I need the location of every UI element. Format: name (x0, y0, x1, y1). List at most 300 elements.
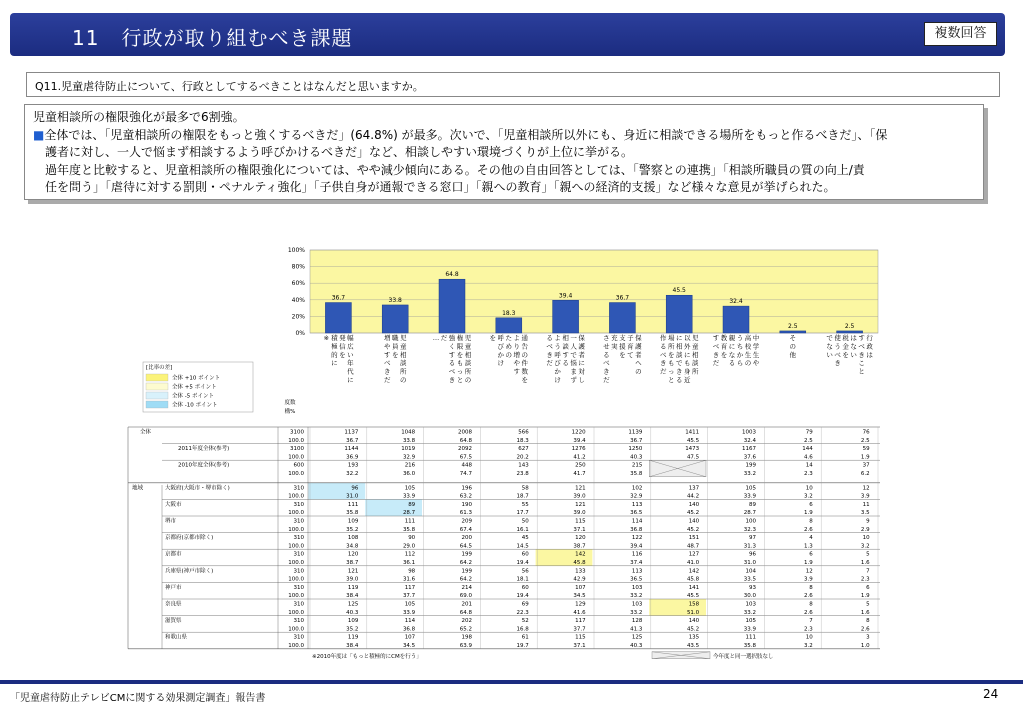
category-label: 職員を (391, 334, 399, 359)
cell-pct: 19.4 (516, 560, 529, 566)
summary-line-1: ■全体では、「児童相談所の権限をもっと強くするべきだ」(64.8%) が最多。次いで、「児童相談所以外にも、身近に相談できる場所をもっと作るべきだ」、「保 (33, 127, 888, 142)
cell-pct: 16.8 (516, 626, 529, 633)
cell-pct: 45.5 (686, 593, 700, 600)
cell-count: 190 (461, 501, 472, 508)
cell-count: 6 (809, 501, 813, 508)
cell-pct: 4.6 (804, 454, 813, 461)
row-pct: 100.0 (288, 626, 304, 633)
cell-count: 129 (575, 601, 586, 608)
cell-count: 98 (408, 568, 416, 575)
cell-count: 1003 (742, 429, 756, 436)
cell-pct: 31.3 (743, 543, 756, 550)
cell-pct: 33.9 (743, 626, 756, 633)
cell-pct: 2.6 (804, 526, 813, 533)
cell-count: 1048 (401, 429, 416, 436)
row-n: 310 (293, 601, 304, 608)
cell-pct: 35.2 (346, 526, 359, 533)
cell-pct: 35.8 (630, 471, 643, 477)
cell-pct: 36.8 (630, 526, 643, 533)
cell-pct: 69.0 (459, 593, 472, 600)
cell-pct: 32.9 (630, 493, 643, 500)
category-label: 教育を (720, 334, 728, 359)
summary-heading: 児童相談所の権限強化が最多で6割強。 (33, 110, 245, 124)
category-label: 税金を (842, 334, 849, 359)
cell-pct: 32.3 (743, 526, 756, 533)
cell-count: 143 (518, 462, 529, 469)
row-n: 3100 (290, 446, 304, 453)
cell-pct: 67.4 (459, 526, 472, 533)
cell-pct: 2.3 (804, 626, 813, 633)
cell-pct: 31.0 (743, 560, 756, 566)
multiple-answer-badge: 複数回答 (924, 22, 997, 46)
cell-count: 103 (631, 601, 643, 608)
cell-pct: 34.5 (402, 643, 416, 649)
cell-count: 117 (404, 584, 416, 591)
category-label: 通告の件数を (521, 334, 529, 384)
bar-value-label: 39.4 (558, 292, 573, 300)
cell-count: 116 (631, 551, 643, 558)
category-label: 子育て (627, 334, 634, 359)
cell-count: 96 (351, 485, 359, 492)
row-label: 滋賀県 (165, 618, 182, 625)
cell-count: 7 (866, 568, 870, 575)
cell-pct: 34.8 (346, 543, 359, 550)
cell-count: 107 (575, 584, 586, 591)
cell-pct: 33.5 (743, 576, 756, 583)
category-label: 児童相談所の (464, 334, 472, 384)
cell-count: 4 (809, 535, 813, 542)
cell-count: 96 (749, 551, 756, 558)
category-label: 支援を (619, 334, 626, 359)
cell-pct: 36.8 (402, 626, 416, 633)
category-label: 権限をもっと (456, 334, 464, 384)
cell-count: 105 (404, 485, 416, 492)
cell-count: 120 (575, 535, 586, 542)
row-label: 大阪市 (165, 501, 182, 508)
category-label: を (489, 334, 497, 342)
category-label: 強くするべき (448, 334, 456, 384)
cell-pct: 2.5 (804, 437, 813, 444)
category-label: 充実 (611, 334, 618, 351)
bar-value-label: 36.7 (615, 294, 630, 302)
category-label: 以外にも身近 (683, 334, 691, 384)
cell-pct: 39.4 (573, 437, 586, 444)
bar-value-label: 2.5 (788, 322, 798, 330)
cell-pct: 42.9 (573, 576, 586, 583)
cell-count: 79 (805, 429, 813, 436)
legend-swatch (146, 401, 168, 408)
cell-count: 113 (631, 501, 643, 508)
row-pct: 100.0 (288, 543, 304, 550)
category-label: すべきこと (858, 334, 865, 376)
cell-count: 128 (631, 618, 643, 625)
cell-count: 1411 (685, 429, 700, 436)
row-pct: 100.0 (288, 643, 304, 649)
y-tick-label: 60% (291, 280, 305, 288)
cell-count: 140 (688, 618, 700, 625)
cell-pct: 40.3 (630, 643, 643, 649)
category-label: 発信を (339, 334, 346, 359)
cell-pct: 3.2 (804, 493, 813, 500)
cell-pct: 33.9 (402, 493, 416, 500)
cell-count: 142 (575, 551, 586, 558)
category-label: 場所をもっと (667, 334, 675, 384)
category-label: 積極的に (331, 334, 338, 368)
cell-pct: 45.2 (686, 626, 700, 633)
row-pct: 100.0 (288, 593, 304, 600)
cell-count: 2008 (458, 429, 472, 436)
group-label: 地域 (132, 485, 144, 492)
row-n: 310 (293, 518, 304, 525)
category-label: 行政は (866, 334, 873, 359)
cell-pct: 37.1 (573, 643, 586, 649)
cell-count: 93 (749, 584, 756, 591)
category-label: 児童相談所 (691, 334, 699, 376)
cell-pct: 37.1 (573, 526, 586, 533)
cell-pct: 2.6 (860, 626, 870, 633)
cell-count: 1220 (571, 429, 586, 436)
cell-pct: 36.5 (630, 510, 643, 517)
cell-pct: 28.7 (743, 510, 756, 517)
cell-pct: 2.3 (860, 576, 870, 583)
cell-count: 127 (688, 551, 700, 558)
cell-count: 102 (631, 485, 643, 492)
cell-count: 121 (575, 501, 586, 508)
cell-pct: 38.4 (346, 593, 359, 600)
cell-pct: 38.7 (346, 560, 359, 566)
cell-count: 125 (631, 634, 643, 641)
cell-pct: 18.3 (516, 437, 529, 444)
row-n: 310 (293, 584, 304, 591)
cell-count: 142 (688, 568, 700, 575)
cell-count: 125 (347, 601, 359, 608)
cell-count: 5 (866, 601, 870, 608)
cell-pct: 41.0 (686, 560, 700, 566)
cell-pct: 2.6 (804, 609, 813, 616)
y-tick-label: 20% (291, 313, 305, 321)
cell-pct: 36.7 (346, 437, 359, 444)
legend-swatch (146, 383, 168, 390)
cell-pct: 19.4 (516, 593, 529, 600)
cell-count: 69 (521, 601, 529, 608)
cell-count: 89 (749, 501, 756, 508)
cell-pct: 63.9 (459, 643, 472, 649)
cell-count: 76 (862, 429, 870, 436)
cell-pct: 3.9 (860, 493, 870, 500)
cell-pct: 38.4 (346, 643, 359, 649)
cell-count: 121 (575, 485, 586, 492)
cell-count: 58 (521, 485, 529, 492)
cell-count: 448 (461, 462, 472, 469)
row-label: 2011年度全体(参考) (178, 446, 230, 453)
row-pct: 100.0 (288, 510, 304, 517)
row-header-n: 度数 (284, 400, 296, 406)
cell-count: 151 (688, 535, 700, 542)
cell-pct: 33.2 (743, 471, 756, 477)
cell-pct: 33.2 (630, 609, 643, 616)
cell-pct: 36.5 (630, 576, 643, 583)
cell-pct: 1.9 (804, 510, 813, 517)
cell-count: 6 (809, 551, 813, 558)
cell-pct: 35.8 (402, 526, 416, 533)
cell-pct: 14.5 (516, 543, 529, 550)
cell-pct: 2.9 (860, 526, 870, 533)
bar (439, 279, 465, 333)
bar (666, 295, 692, 333)
category-label: 親になる (728, 334, 736, 368)
cell-pct: 41.3 (630, 626, 643, 633)
category-label: うちから (736, 334, 744, 368)
section-title: 行政が取り組むべき課題 (121, 26, 353, 50)
cell-pct: 18.1 (516, 576, 529, 583)
cell-pct: 3.2 (804, 643, 813, 649)
cell-pct: 74.7 (459, 471, 472, 477)
cell-count: 104 (745, 568, 756, 575)
category-label: … (432, 334, 440, 342)
cell-count: 214 (461, 584, 472, 591)
cell-pct: 31.0 (346, 493, 359, 500)
cell-count: 105 (745, 485, 756, 492)
row-pct: 100.0 (288, 526, 304, 533)
cell-count: 89 (408, 501, 416, 508)
cell-pct: 39.0 (573, 510, 586, 517)
row-n: 310 (293, 551, 304, 558)
legend-label: 全体 +5 ポイント (172, 384, 217, 391)
cell-pct: 3.5 (860, 510, 870, 517)
bar (496, 318, 522, 333)
cell-count: 209 (461, 518, 472, 525)
summary-line-2: 護者に対し、一人で悩まず相談するよう呼びかけるべきだ」など、相談しやすい環境づくりが上位に挙がる。 (45, 145, 634, 159)
bar-value-label: 18.3 (502, 309, 516, 317)
cell-count: 8 (809, 601, 813, 608)
cell-pct: 39.0 (346, 576, 359, 583)
bar (609, 303, 635, 333)
row-n: 310 (293, 535, 304, 542)
cell-pct: 33.8 (402, 437, 416, 444)
row-n: 310 (293, 568, 304, 575)
y-tick-label: 100% (287, 247, 305, 254)
cell-pct: 65.2 (459, 626, 472, 633)
category-label: より増やす (513, 334, 521, 376)
cell-pct: 1.0 (860, 643, 870, 649)
bar-value-label: 2.5 (844, 322, 855, 330)
cell-pct: 48.7 (686, 543, 700, 550)
category-label: させるべきだ (603, 334, 610, 384)
row-n: 600 (293, 462, 304, 469)
cell-pct: 33.9 (402, 609, 416, 616)
row-pct: 100.0 (288, 609, 304, 616)
cell-pct: 47.5 (686, 454, 700, 461)
cell-pct: 1.6 (860, 609, 870, 616)
row-label: 兵庫県(神戸市除く) (165, 568, 214, 575)
cell-pct: 64.8 (459, 437, 472, 444)
cell-count: 1137 (344, 429, 359, 436)
cell-pct: 3.2 (860, 543, 870, 550)
cell-count: 8 (809, 518, 813, 525)
bar (382, 305, 408, 333)
cell-count: 114 (631, 518, 643, 525)
cell-pct: 19.7 (516, 643, 529, 649)
cell-count: 1473 (685, 446, 700, 453)
row-label: 京都市 (165, 551, 182, 558)
category-label: すべきだ (712, 334, 720, 368)
summary-line-3: 過年度と比較すると、児童相談所の権限強化については、やや減少傾向にある。その他の自由回答としては、「警察との連携」「相談所職員の質の向上/責 (45, 162, 865, 177)
row-pct: 100.0 (288, 576, 304, 583)
legend-label: 全体 +10 ポイント (172, 375, 221, 382)
bullet-icon: ■ (33, 127, 45, 142)
category-label: に相談できる (675, 334, 683, 384)
row-label: 神戸市 (165, 584, 182, 591)
cell-count: 97 (749, 535, 756, 542)
cell-count: 122 (631, 535, 643, 542)
cell-count: 50 (521, 518, 529, 525)
row-label: 奈良県 (165, 601, 182, 608)
cell-count: 7 (809, 618, 813, 625)
cell-pct: 45.2 (686, 510, 700, 517)
cell-pct: 39.4 (630, 543, 643, 550)
cell-pct: 35.8 (743, 643, 756, 649)
cell-count: 90 (408, 535, 416, 542)
cell-count: 14 (805, 462, 813, 469)
row-pct: 100.0 (288, 454, 304, 461)
row-label: 堺市 (165, 518, 177, 525)
cell-pct: 38.7 (573, 543, 586, 550)
cell-count: 196 (461, 485, 472, 492)
cell-pct: 45.5 (686, 437, 700, 444)
cell-pct: 36.9 (346, 454, 359, 461)
footer-report-title: 「児童虐待防止テレビCMに関する効果測定調査」報告書 (10, 693, 266, 704)
category-label: ※ (323, 334, 330, 342)
row-n: 310 (293, 485, 304, 492)
cell-pct: 6.2 (860, 471, 870, 477)
cell-count: 1250 (628, 446, 643, 453)
cell-pct: 37.7 (573, 626, 586, 633)
cell-count: 1139 (628, 429, 643, 436)
cell-pct: 39.0 (573, 493, 586, 500)
cell-count: 216 (404, 462, 416, 469)
cell-count: 1144 (344, 446, 359, 453)
cell-pct: 64.5 (459, 543, 472, 550)
cell-count: 111 (745, 634, 756, 641)
cell-count: 61 (521, 634, 529, 641)
cell-count: 10 (862, 535, 870, 542)
row-n: 310 (293, 634, 304, 641)
cell-count: 133 (575, 568, 586, 575)
row-n: 310 (293, 618, 304, 625)
cell-pct: 36.7 (630, 437, 643, 444)
cell-pct: 41.7 (573, 471, 586, 477)
cell-pct: 61.3 (459, 510, 472, 517)
page-number: 24 (983, 687, 999, 701)
cell-pct: 1.9 (804, 560, 813, 566)
cell-count: 10 (805, 634, 813, 641)
cell-pct: 28.7 (402, 510, 416, 517)
cell-pct: 63.2 (459, 493, 472, 500)
bar-value-label: 33.8 (388, 296, 402, 304)
cell-count: 9 (866, 518, 870, 525)
y-tick-label: 0% (295, 330, 305, 337)
table-note: ※2010年度は「もっと積極的にCMを行う」 (312, 653, 422, 660)
bar (723, 306, 749, 333)
category-label: るべきだ (546, 334, 553, 368)
row-label: 京都府(京都市除く) (165, 535, 214, 542)
cell-count: 120 (347, 551, 359, 558)
cell-pct: 35.8 (346, 510, 359, 517)
cell-count: 115 (575, 634, 586, 641)
cell-pct: 44.2 (686, 493, 700, 500)
cell-count: 111 (404, 518, 416, 525)
cell-count: 115 (575, 518, 586, 525)
cell-count: 55 (521, 501, 529, 508)
cell-pct: 31.6 (402, 576, 416, 583)
cell-count: 627 (518, 446, 529, 453)
cell-pct: 41.6 (573, 609, 586, 616)
cell-count: 199 (745, 462, 756, 469)
cell-count: 199 (461, 568, 472, 575)
cell-pct: 2.5 (860, 437, 870, 444)
row-pct: 100.0 (288, 493, 304, 500)
category-label: 幅広い年代に (347, 334, 354, 384)
cell-pct: 35.2 (346, 626, 359, 633)
category-label: だ (440, 334, 448, 342)
category-label: 一人で悩まず (570, 334, 577, 384)
cell-pct: 37.7 (402, 593, 416, 600)
category-label: 児童相談所の (399, 334, 407, 384)
cell-count: 198 (461, 634, 472, 641)
cell-count: 1167 (742, 446, 756, 453)
cell-count: 108 (347, 535, 359, 542)
cell-count: 140 (688, 501, 700, 508)
cell-pct: 36.1 (402, 560, 416, 566)
legend-swatch (146, 392, 168, 399)
cell-pct: 2.3 (804, 471, 813, 477)
legend-swatch (146, 374, 168, 381)
row-label: 全体 (140, 429, 152, 436)
cell-count: 107 (404, 634, 416, 641)
cell-count: 12 (805, 568, 813, 575)
row-label: 2010年度全体(参考) (178, 462, 230, 469)
cell-count: 119 (347, 634, 359, 641)
cell-pct: 22.3 (516, 609, 529, 616)
cell-count: 59 (862, 446, 870, 453)
bar-value-label: 32.4 (729, 298, 743, 306)
category-label: 作るべきだ (659, 334, 667, 376)
section-number: 11 (72, 26, 100, 50)
cell-count: 140 (688, 518, 700, 525)
cell-count: 10 (805, 485, 813, 492)
cell-count: 52 (521, 618, 529, 625)
cell-count: 113 (631, 568, 643, 575)
bar-value-label: 64.8 (445, 271, 459, 279)
cell-count: 105 (404, 601, 416, 608)
cell-pct: 1.9 (860, 454, 870, 461)
row-n: 310 (293, 501, 304, 508)
cell-pct: 40.3 (346, 609, 359, 616)
bar (553, 300, 579, 333)
cell-count: 250 (575, 462, 586, 469)
cell-count: 200 (461, 535, 472, 542)
cell-pct: 67.5 (459, 454, 472, 461)
cell-pct: 16.1 (516, 526, 529, 533)
cell-pct: 33.2 (743, 609, 756, 616)
cell-pct: 32.2 (346, 471, 359, 477)
bar-value-label: 45.5 (672, 287, 686, 295)
cell-pct: 30.0 (743, 593, 756, 600)
cell-count: 144 (802, 446, 813, 453)
category-label: でない (826, 334, 833, 359)
category-label: 保護者に対し (578, 334, 585, 384)
category-label: 使うべき (834, 334, 841, 368)
